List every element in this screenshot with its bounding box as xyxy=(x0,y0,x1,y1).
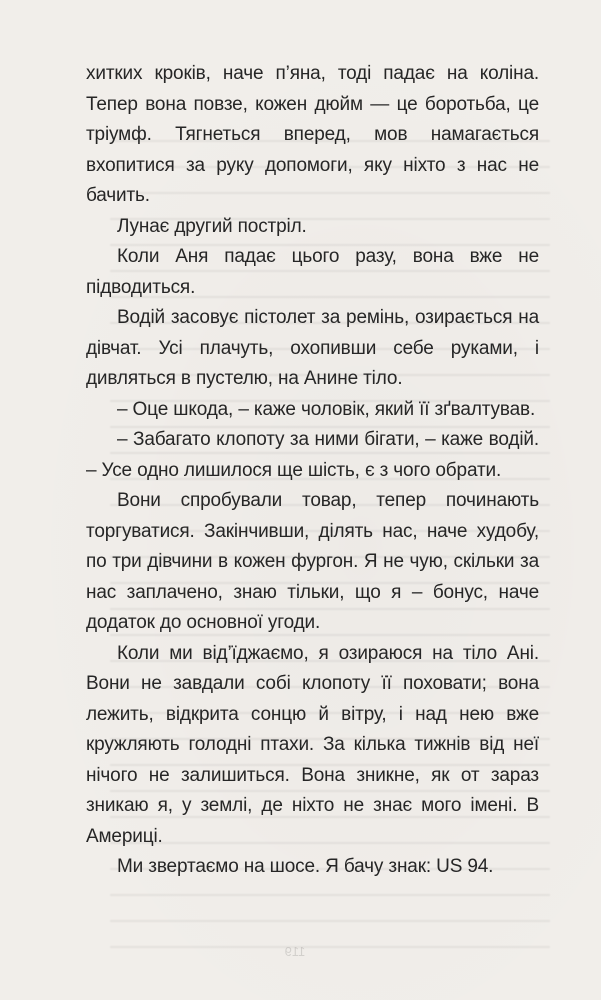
page-number: 119 xyxy=(284,944,306,959)
body-text xyxy=(86,59,539,883)
paragraph: Коли ми від’їджаємо, я озираюся на тіло Ані. Вони не завдали собі клопоту її поховати; вона лежить, відкрита сонцю й вітру, і над нею вже кружляють голодні птахи. За кілька тижнів від неї нічого не залишиться. Вона зникне, як от зараз зникаю я, у землі, де ніхто не знає мого імені. В Америці. xyxy=(86,642,539,847)
paragraph: – Оце шкода, – каже чоловік, який її зґвалтував. xyxy=(117,398,536,420)
paragraph: – Забагато клопоту за ними бігати, – каже водій. – Усе одно лишилося ще шість, є з чого обрати. xyxy=(86,429,539,481)
paragraph: Коли Аня падає цього разу, вона вже не підводиться. xyxy=(86,246,539,298)
paragraph: хиткиx кроків, наче п’яна, тоді падає на коліна. Тепер вона повзе, кожен дюйм — це боротьба, це тріумф. Тягнеться вперед, мов намагається вхопитися за руку допомоги, яку ніхто з нас не бачить. xyxy=(86,63,539,206)
paragraph: Вони спробували товар, тепер починають торгуватися. Закінчивши, ділять нас, наче худобу, по три дівчини в кожен фургон. Я не чую, скільки за нас заплачено, знаю тільки, що я – бонус, наче додаток до основної угоди. xyxy=(86,490,539,633)
paragraph: Водій засовує пістолет за ремінь, озирається на дівчат. Усі плачуть, охопивши себе руками, і дивляться в пустелю, на Анине тіло. xyxy=(86,307,539,389)
paragraph: Ми звертаємо на шосе. Я бачу знак: US 94. xyxy=(117,856,494,877)
paragraph: Лунає другий постріл. xyxy=(117,215,307,237)
